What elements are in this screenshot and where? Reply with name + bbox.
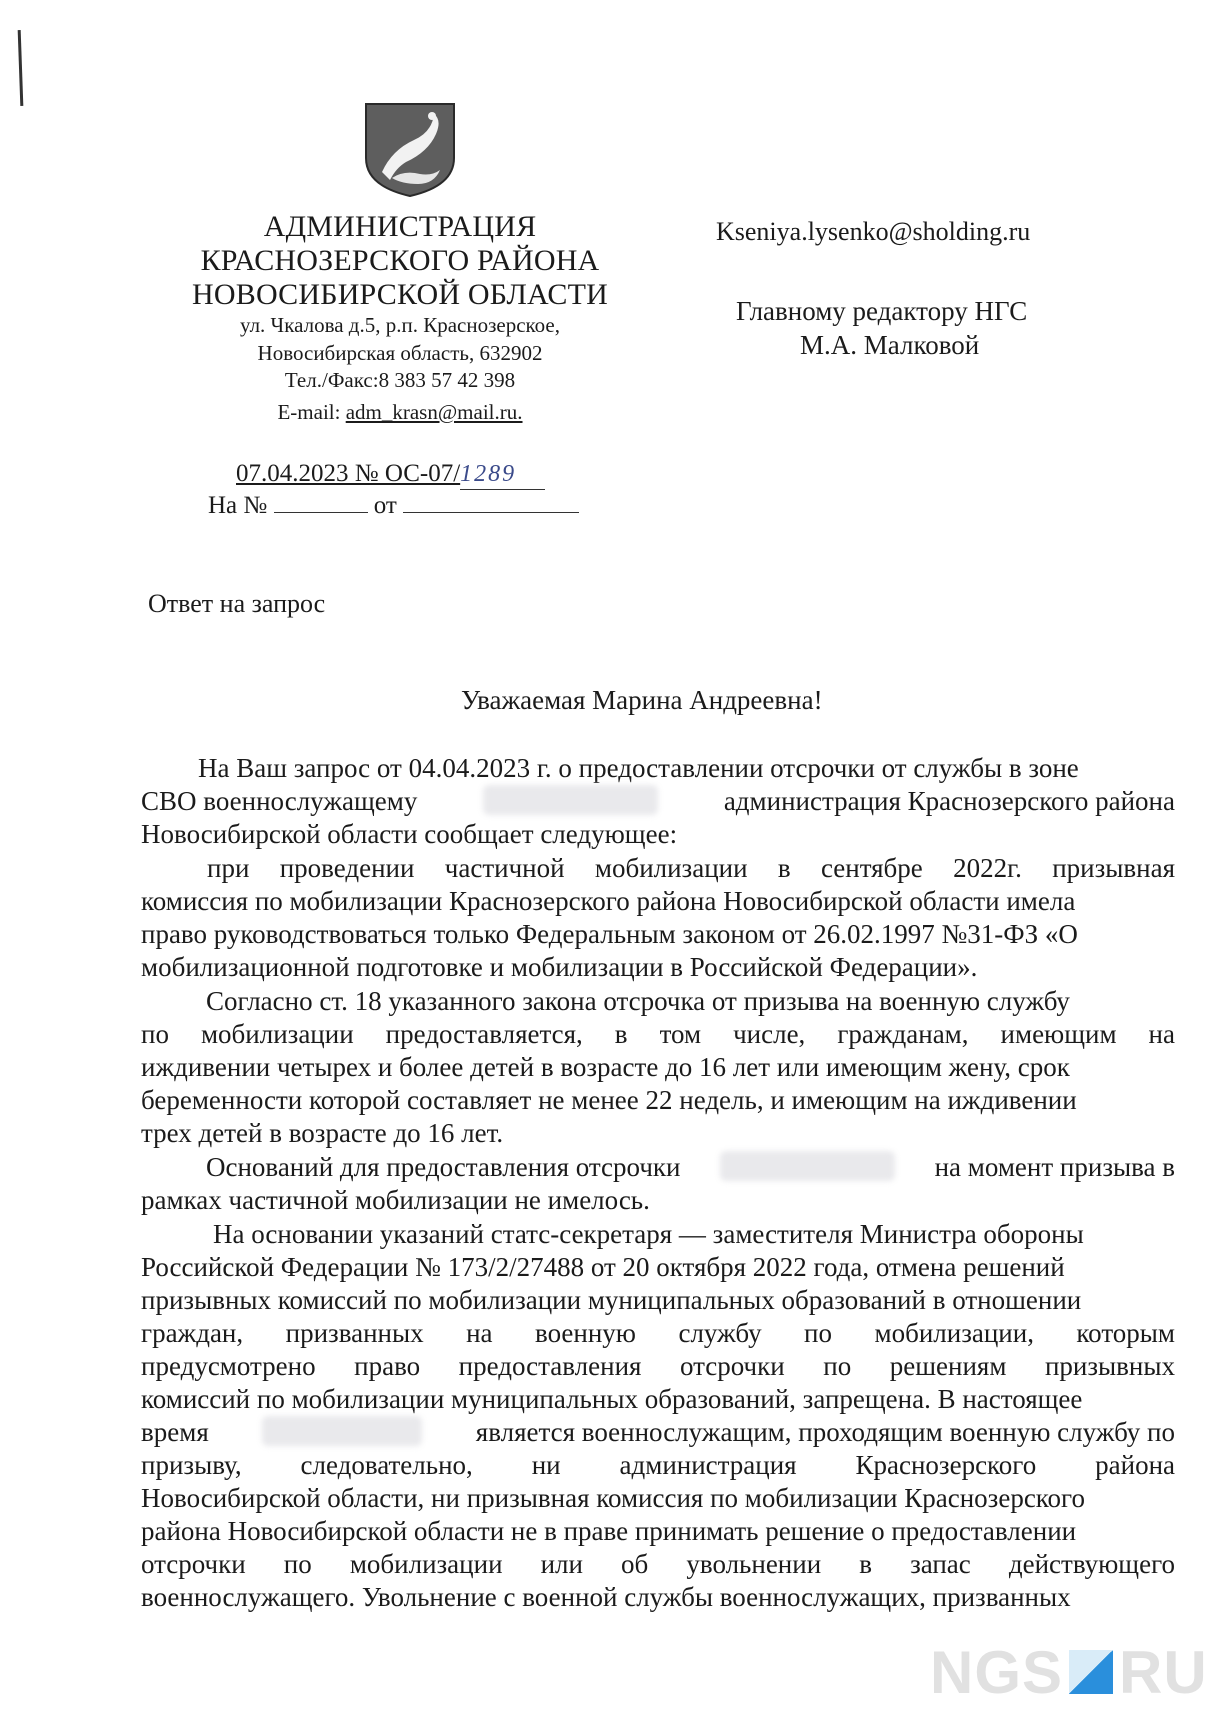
margin-mark — [18, 30, 24, 106]
watermark-right-text: RU — [1119, 1638, 1208, 1706]
body-line: право руководствоваться только Федеральным законом от 26.02.1997 №31-ФЗ «О — [141, 919, 1078, 949]
body-line: комиссий по мобилизации муниципальных образований, запрещена. В настоящее — [141, 1384, 1083, 1414]
in-reply-number-blank — [274, 490, 368, 513]
org-email-label: E-mail: — [277, 400, 341, 424]
from-label: от — [373, 492, 397, 519]
coat-of-arms — [362, 100, 458, 203]
body-line: На основании указаний статс-секретаря — заместителя Министра обороны — [213, 1219, 1084, 1249]
redacted-name — [483, 785, 658, 815]
incoming-reference — [208, 490, 579, 521]
body-line: предусмотрено право предоставления отсрочки по решениям призывных — [141, 1351, 1175, 1381]
ngs-watermark — [930, 1640, 1208, 1704]
org-email — [180, 398, 620, 427]
coat-of-arms-icon — [362, 100, 458, 198]
reference-date-number: 07.04.2023 № ОС-07/ — [236, 460, 461, 487]
body-line: трех детей в возрасте до 16 лет. — [141, 1118, 504, 1148]
salutation: Уважаемая Марина Андреевна! — [461, 685, 823, 715]
body-text: является военнослужащим, проходящим военную службу по — [475, 1417, 1175, 1447]
ngs-square-icon — [1069, 1650, 1113, 1694]
watermark-left-text: NGS — [930, 1638, 1064, 1706]
recipient-title: Главному редактору НГС — [736, 296, 1028, 326]
body-line: мобилизационной подготовке и мобилизации в Российской Федерации». — [141, 952, 978, 982]
body-line: Новосибирской области сообщает следующее: — [141, 819, 678, 849]
body-line: На Ваш запрос от 04.04.2023 г. о предоставлении отсрочки от службы в зоне — [198, 753, 1079, 783]
body-line: Российской Федерации № 173/2/27488 от 20 октября 2022 года, отмена решений — [141, 1252, 1065, 1282]
in-reply-label: На № — [208, 492, 268, 519]
body-line: военнослужащего. Увольнение с военной службы военнослужащих, призванных — [141, 1582, 1071, 1612]
body-line: Новосибирской области, ни призывная комиссия по мобилизации Краснозерского — [141, 1483, 1085, 1513]
org-name-line3: НОВОСИБИРСКОЙ ОБЛАСТИ — [192, 278, 608, 311]
redacted-name — [720, 1151, 895, 1181]
body-line: по мобилизации предоставляется, в том числе, гражданам, имеющим на — [141, 1019, 1175, 1049]
body-line: при проведении частичной мобилизации в сентябре 2022г. призывная — [207, 853, 1175, 883]
body-text: время — [141, 1417, 209, 1447]
recipient-name: М.А. Малковой — [800, 330, 980, 360]
org-phone: Тел./Факс:8 383 57 42 398 — [284, 368, 516, 392]
org-email-link[interactable]: adm_krasn@mail.ru. — [345, 400, 523, 424]
body-line: отсрочки по мобилизации или об увольнении в запас действующего — [141, 1549, 1175, 1579]
outgoing-reference — [236, 459, 545, 490]
body-text: администрация Краснозерского района — [723, 786, 1175, 816]
body-line: рамках частичной мобилизации не имелось. — [141, 1185, 650, 1215]
handwritten-number: 1289 — [460, 459, 545, 490]
body-line: беременности которой составляет не менее 22 недель, и имеющим на иждивении — [141, 1085, 1077, 1115]
recipient-email: Kseniya.lysenko@sholding.ru — [716, 217, 1031, 246]
body-line: призыву, следовательно, ни администрация Краснозерского района — [141, 1450, 1175, 1480]
subject-line: Ответ на запрос — [148, 589, 326, 618]
body-text: Оснований для предоставления отсрочки — [206, 1152, 681, 1182]
redacted-name — [262, 1416, 422, 1446]
org-name-line1: АДМИНИСТРАЦИЯ — [263, 210, 537, 243]
from-date-blank — [403, 490, 579, 513]
body-line: района Новосибирской области не в праве принимать решение о предоставлении — [141, 1516, 1077, 1546]
body-line — [141, 1151, 1175, 1184]
body-line: Согласно ст. 18 указанного закона отсрочка от призыва на военную службу — [206, 986, 1070, 1016]
body-line — [141, 1416, 1175, 1449]
org-address-line2: Новосибирская область, 632902 — [257, 341, 543, 365]
body-line: граждан, призванных на военную службу по мобилизации, которым — [141, 1318, 1175, 1348]
body-text: СВО военнослужащему — [141, 786, 418, 816]
body-line — [141, 785, 1175, 818]
body-text: на момент призыва в — [934, 1152, 1175, 1182]
body-line: призывных комиссий по мобилизации муниципальных образований в отношении — [141, 1285, 1082, 1315]
body-line: комиссия по мобилизации Краснозерского района Новосибирской области имела — [141, 886, 1076, 916]
org-address-line1: ул. Чкалова д.5, р.п. Краснозерское, — [240, 313, 560, 337]
org-name-line2: КРАСНОЗЕРСКОГО РАЙОНА — [200, 244, 600, 277]
body-line: иждивении четырех и более детей в возрасте до 16 лет или имеющим жену, срок — [141, 1052, 1070, 1082]
